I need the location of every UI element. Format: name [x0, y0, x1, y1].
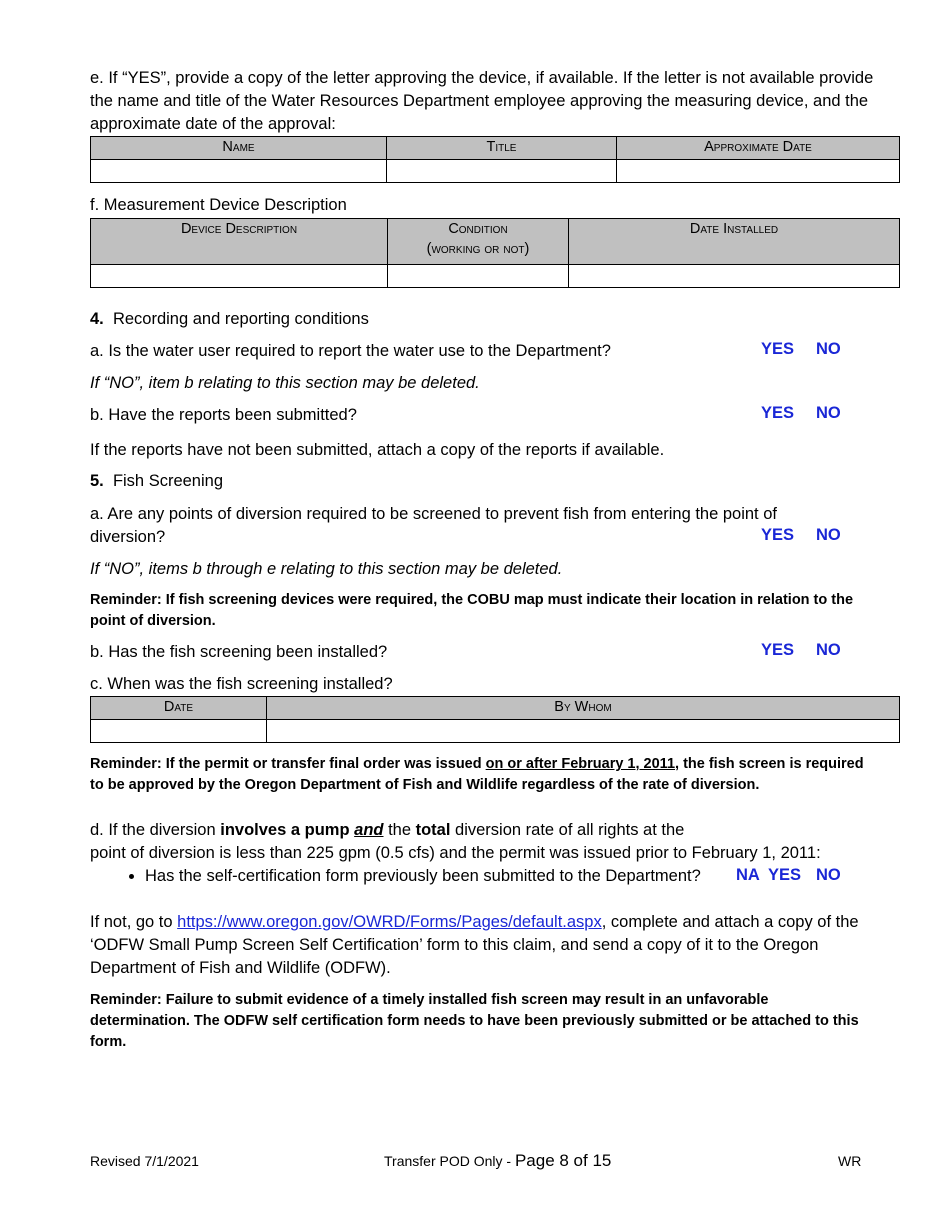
- cell-date[interactable]: [91, 720, 267, 743]
- s5d-part4: the: [388, 821, 412, 839]
- cell-title[interactable]: [387, 160, 617, 183]
- cell-condition[interactable]: [388, 265, 569, 288]
- reminder2-underlined: on or after February 1, 2011: [485, 756, 676, 772]
- footer-center: [384, 1151, 611, 1171]
- s5d-bullet-list: [90, 865, 880, 888]
- col-title: Title: [387, 137, 617, 160]
- footer-wr: WR: [838, 1153, 862, 1169]
- s5a-question: a. Are any points of diversion required to be screened to prevent fish from entering the point of diversion?: [90, 505, 777, 546]
- s5-note: If “NO”, items b through e relating to this section may be deleted.: [90, 560, 563, 578]
- s4a-yes-option[interactable]: YES: [761, 340, 795, 358]
- s5d-line2: point of diversion is less than 225 gpm (0.5 cfs) and the permit was issued prior to February 1, 2011:: [90, 844, 821, 862]
- s5d-part2: involves a pump: [220, 821, 350, 839]
- reminder2-post: , the fish screen is required to be approved by the Oregon Department of Fish and Wildlife regardless of the rate of diversion.: [90, 756, 864, 793]
- cell-name[interactable]: [91, 160, 387, 183]
- footer-doc-label: Transfer POD Only -: [384, 1153, 515, 1169]
- s4-heading: [90, 308, 865, 331]
- owrd-forms-link[interactable]: https://www.oregon.gov/OWRD/Forms/Pages/default.aspx: [177, 913, 602, 931]
- approval-table: [90, 136, 900, 183]
- s5d-na-option[interactable]: NA: [736, 866, 760, 884]
- s4-title: Recording and reporting conditions: [112, 310, 369, 328]
- s4-number: 4.: [90, 310, 104, 328]
- col-name: Name: [91, 137, 387, 160]
- col-date-installed: Date Installed: [569, 219, 900, 265]
- s5b-yes-option[interactable]: YES: [761, 641, 795, 659]
- s4a-no-option[interactable]: NO: [816, 340, 841, 358]
- s5-reminder-cobu: Reminder: If fish screening devices were required, the COBU map must indicate their location in relation to the point of diversion.: [90, 592, 854, 629]
- s5-heading: [90, 470, 865, 493]
- col-by-whom: By Whom: [267, 697, 900, 720]
- device-table: [90, 218, 900, 288]
- s5d-question: [90, 819, 880, 865]
- footer-revised: Revised 7/1/2021: [90, 1153, 199, 1169]
- s4a-question: a. Is the water user required to report the water use to the Department?: [90, 342, 611, 360]
- cell-device-description[interactable]: [91, 265, 388, 288]
- s5d-part6: diversion rate of all rights at the: [450, 821, 685, 839]
- s5c-question: c. When was the fish screening installed?: [90, 675, 393, 693]
- s5d-no-option[interactable]: NO: [816, 866, 841, 884]
- cell-date-installed[interactable]: [569, 265, 900, 288]
- col-approx-date: Approximate Date: [617, 137, 900, 160]
- screen-install-table: [90, 696, 900, 743]
- s5-reminder-feb-2011: [90, 754, 865, 796]
- q3e-text: e. If “YES”, provide a copy of the letter approving the device, if available. If the letter is not available provide the name and title of the Water Resources Department employee approving the measuring device, and the approximate date of the approval:: [90, 69, 874, 133]
- s4-attach-text: If the reports have not been submitted, attach a copy of the reports if available.: [90, 441, 665, 459]
- ifnot-post: , complete and attach a copy of the ‘ODFW Small Pump Screen Self Certification’ form to this claim, and send a copy of it to the Oregon Department of Fish and Wildlife (ODFW).: [90, 913, 859, 977]
- s5d-yes-option[interactable]: YES: [768, 866, 802, 884]
- s4b-question: b. Have the reports been submitted?: [90, 406, 357, 424]
- cell-by-whom[interactable]: [267, 720, 900, 743]
- s5-reminder-failure: Reminder: Failure to submit evidence of a timely installed fish screen may result in an unfavorable determination. The ODFW self certification form needs to have been previously submitted or be attached to this form.: [90, 992, 859, 1050]
- s4b-yes-option[interactable]: YES: [761, 404, 795, 422]
- col-condition: [388, 219, 569, 265]
- ifnot-pre: If not, go to: [90, 913, 178, 931]
- cell-approx-date[interactable]: [617, 160, 900, 183]
- s5d-part3: and: [354, 821, 384, 839]
- col-date: Date: [91, 697, 267, 720]
- s5d-part5: total: [415, 821, 451, 839]
- col-device-description: Device Description: [91, 219, 388, 265]
- s5a-yes-option[interactable]: YES: [761, 526, 795, 544]
- s4b-no-option[interactable]: NO: [816, 404, 841, 422]
- footer-page-number: Page 8 of 15: [514, 1151, 612, 1170]
- s5-if-not-text: [90, 911, 865, 980]
- condition-sub-label: (working or not): [426, 241, 530, 257]
- s5d-part1: d. If the diversion: [90, 821, 221, 839]
- reminder2-pre: Reminder: If the permit or transfer final order was issued: [90, 756, 486, 772]
- s4-note: If “NO”, item b relating to this section may be deleted.: [90, 374, 480, 392]
- q3f-label: f. Measurement Device Description: [90, 196, 347, 214]
- s5-number: 5.: [90, 472, 104, 490]
- s5-title: Fish Screening: [112, 472, 223, 490]
- s5a-no-option[interactable]: NO: [816, 526, 841, 544]
- s5d-bullet-text: Has the self-certification form previously been submitted to the Department?: [145, 867, 701, 885]
- condition-label: Condition: [448, 221, 508, 237]
- s5b-no-option[interactable]: NO: [816, 641, 841, 659]
- s5b-question: b. Has the fish screening been installed?: [90, 643, 388, 661]
